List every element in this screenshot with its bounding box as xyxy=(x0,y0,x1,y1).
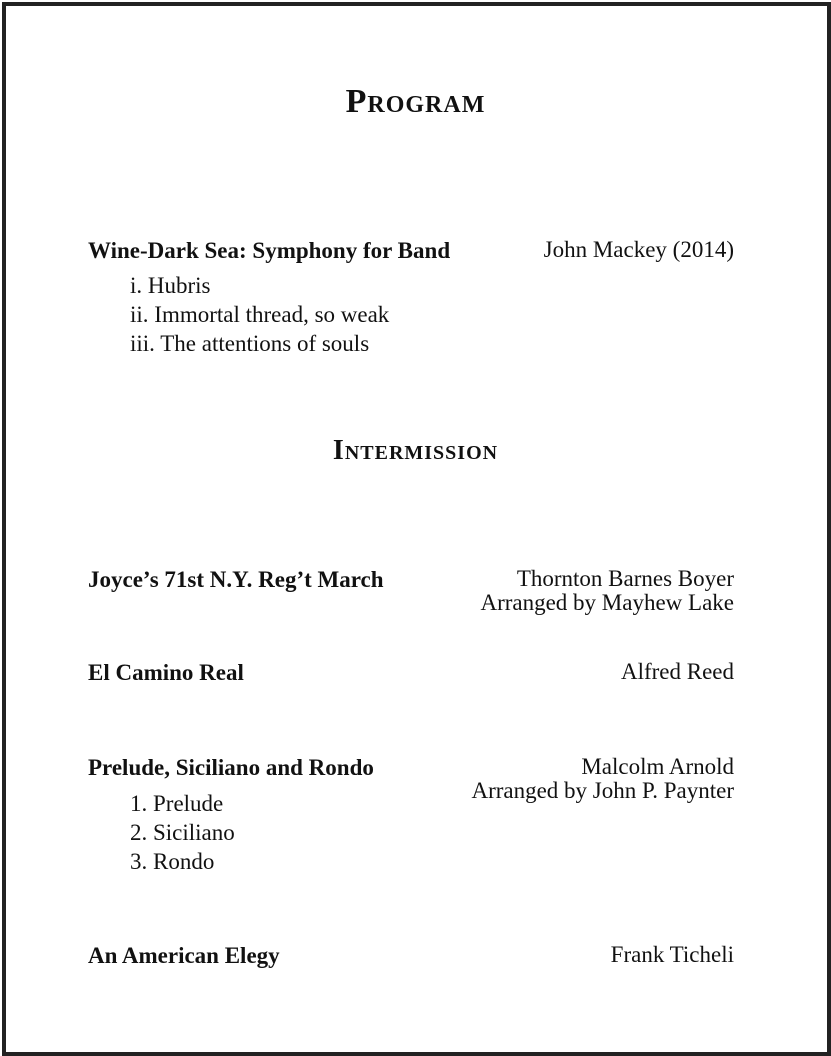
piece-credits xyxy=(621,660,734,684)
composer-credit: John Mackey (2014) xyxy=(543,237,734,262)
movement-list xyxy=(130,789,235,876)
piece-title: El Camino Real xyxy=(88,660,244,685)
movement-item: ii. Immortal thread, so weak xyxy=(130,302,390,327)
program-piece-joyces-march xyxy=(88,567,734,619)
page-border xyxy=(2,2,831,1056)
program-heading: Program xyxy=(345,83,486,120)
movement-item: 3. Rondo xyxy=(130,849,215,874)
movement-list xyxy=(130,271,389,358)
intermission-heading: Intermission xyxy=(332,435,499,466)
program-piece-prelude-siciliano-rondo xyxy=(88,755,734,879)
piece-title: Prelude, Siciliano and Rondo xyxy=(88,755,374,780)
program-piece-american-elegy xyxy=(88,943,734,973)
piece-title: Wine-Dark Sea: Symphony for Band xyxy=(88,238,451,263)
arranger-credit: Arranged by John P. Paynter xyxy=(471,778,734,803)
piece-credits xyxy=(611,943,734,967)
movement-item: iii. The attentions of souls xyxy=(130,331,370,356)
composer-credit: Frank Ticheli xyxy=(610,942,734,967)
composer-credit: Thornton Barnes Boyer xyxy=(516,566,734,591)
piece-credits xyxy=(480,567,734,615)
program-piece-el-camino-real xyxy=(88,660,734,690)
piece-credits xyxy=(471,755,734,803)
piece-title: An American Elegy xyxy=(88,943,280,968)
arranger-credit: Arranged by Mayhew Lake xyxy=(480,590,734,615)
piece-title: Joyce’s 71st N.Y. Reg’t March xyxy=(88,567,384,592)
program-piece-wine-dark-sea xyxy=(88,238,734,358)
movement-item: i. Hubris xyxy=(130,273,211,298)
movement-item: 1. Prelude xyxy=(130,791,224,816)
composer-credit: Alfred Reed xyxy=(620,659,734,684)
composer-credit: Malcolm Arnold xyxy=(581,754,734,779)
piece-credits xyxy=(544,238,734,262)
movement-item: 2. Siciliano xyxy=(130,820,235,845)
